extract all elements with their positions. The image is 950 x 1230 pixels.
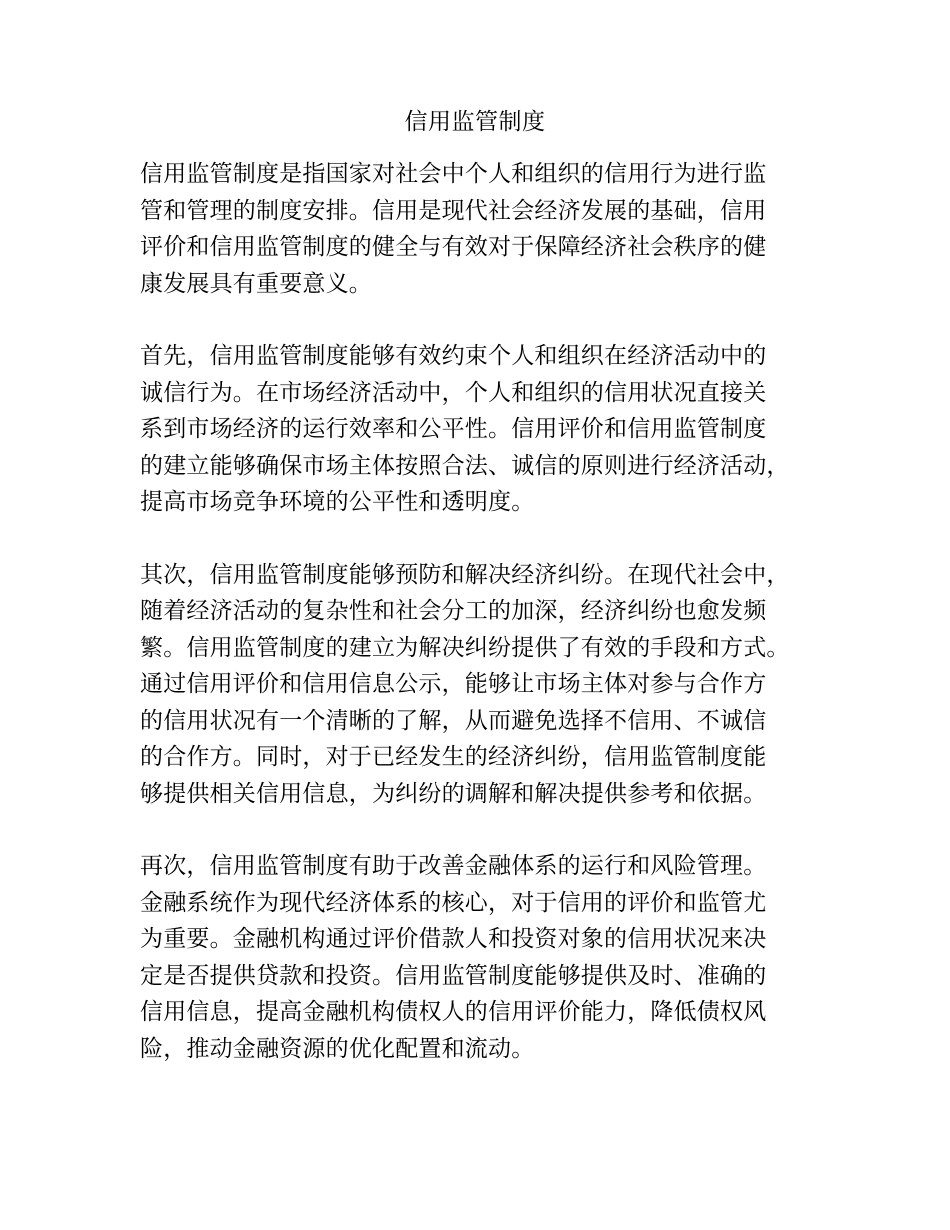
- text-line: 随着经济活动的复杂性和社会分工的加深，经济纠纷也愈发频: [140, 598, 767, 624]
- text-line: 信用监管制度是指国家对社会中个人和组织的信用行为进行监: [140, 161, 767, 187]
- text-line: 为重要。金融机构通过评价借款人和投资对象的信用状况来决: [140, 926, 767, 952]
- paragraph-4: [140, 848, 830, 1067]
- text-line: 繁。信用监管制度的建立为解决纠纷提供了有效的手段和方式。: [140, 634, 790, 661]
- text-line: 再次，信用监管制度有助于改善金融体系的运行和风险管理。: [140, 853, 767, 879]
- text-line: 的信用状况有一个清晰的了解，从而避免选择不信用、不诚信: [140, 707, 767, 734]
- text-line: 其次，信用监管制度能够预防和解决经济纠纷。在现代社会中，: [140, 561, 790, 588]
- paragraph-3: [140, 557, 830, 813]
- text-line: 管和管理的制度安排。信用是现代社会经济发展的基础，信用: [140, 197, 767, 224]
- text-line: 金融系统作为现代经济体系的核心，对于信用的评价和监管尤: [140, 889, 767, 916]
- text-line: 评价和信用监管制度的健全与有效对于保障经济社会秩序的健: [140, 234, 767, 260]
- text-line: 康发展具有重要意义。: [140, 270, 372, 297]
- paragraph-2: [140, 338, 830, 521]
- text-line: 的合作方。同时，对于已经发生的经济纠纷，信用监管制度能: [140, 744, 767, 770]
- document-title: 信用监管制度: [404, 109, 546, 135]
- text-line: 提高市场竞争环境的公平性和透明度。: [140, 489, 535, 515]
- text-line: 的建立能够确保市场主体按照合法、诚信的原则进行经济活动，: [140, 452, 790, 479]
- paragraph-1: [140, 156, 830, 302]
- text-line: 通过信用评价和信用信息公示，能够让市场主体对参与合作方: [140, 671, 767, 697]
- document-body: [140, 156, 830, 1103]
- text-line: 系到市场经济的运行效率和公平性。信用评价和信用监管制度: [140, 416, 767, 442]
- text-line: 诚信行为。在市场经济活动中，个人和组织的信用状况直接关: [140, 379, 767, 406]
- text-line: 够提供相关信用信息，为纠纷的调解和解决提供参考和依据。: [140, 780, 767, 807]
- text-line: 信用信息，提高金融机构债权人的信用评价能力，降低债权风: [140, 999, 767, 1025]
- text-line: 首先，信用监管制度能够有效约束个人和组织在经济活动中的: [140, 343, 767, 369]
- text-line: 险，推动金融资源的优化配置和流动。: [140, 1035, 535, 1062]
- text-line: 定是否提供贷款和投资。信用监管制度能够提供及时、准确的: [140, 962, 767, 989]
